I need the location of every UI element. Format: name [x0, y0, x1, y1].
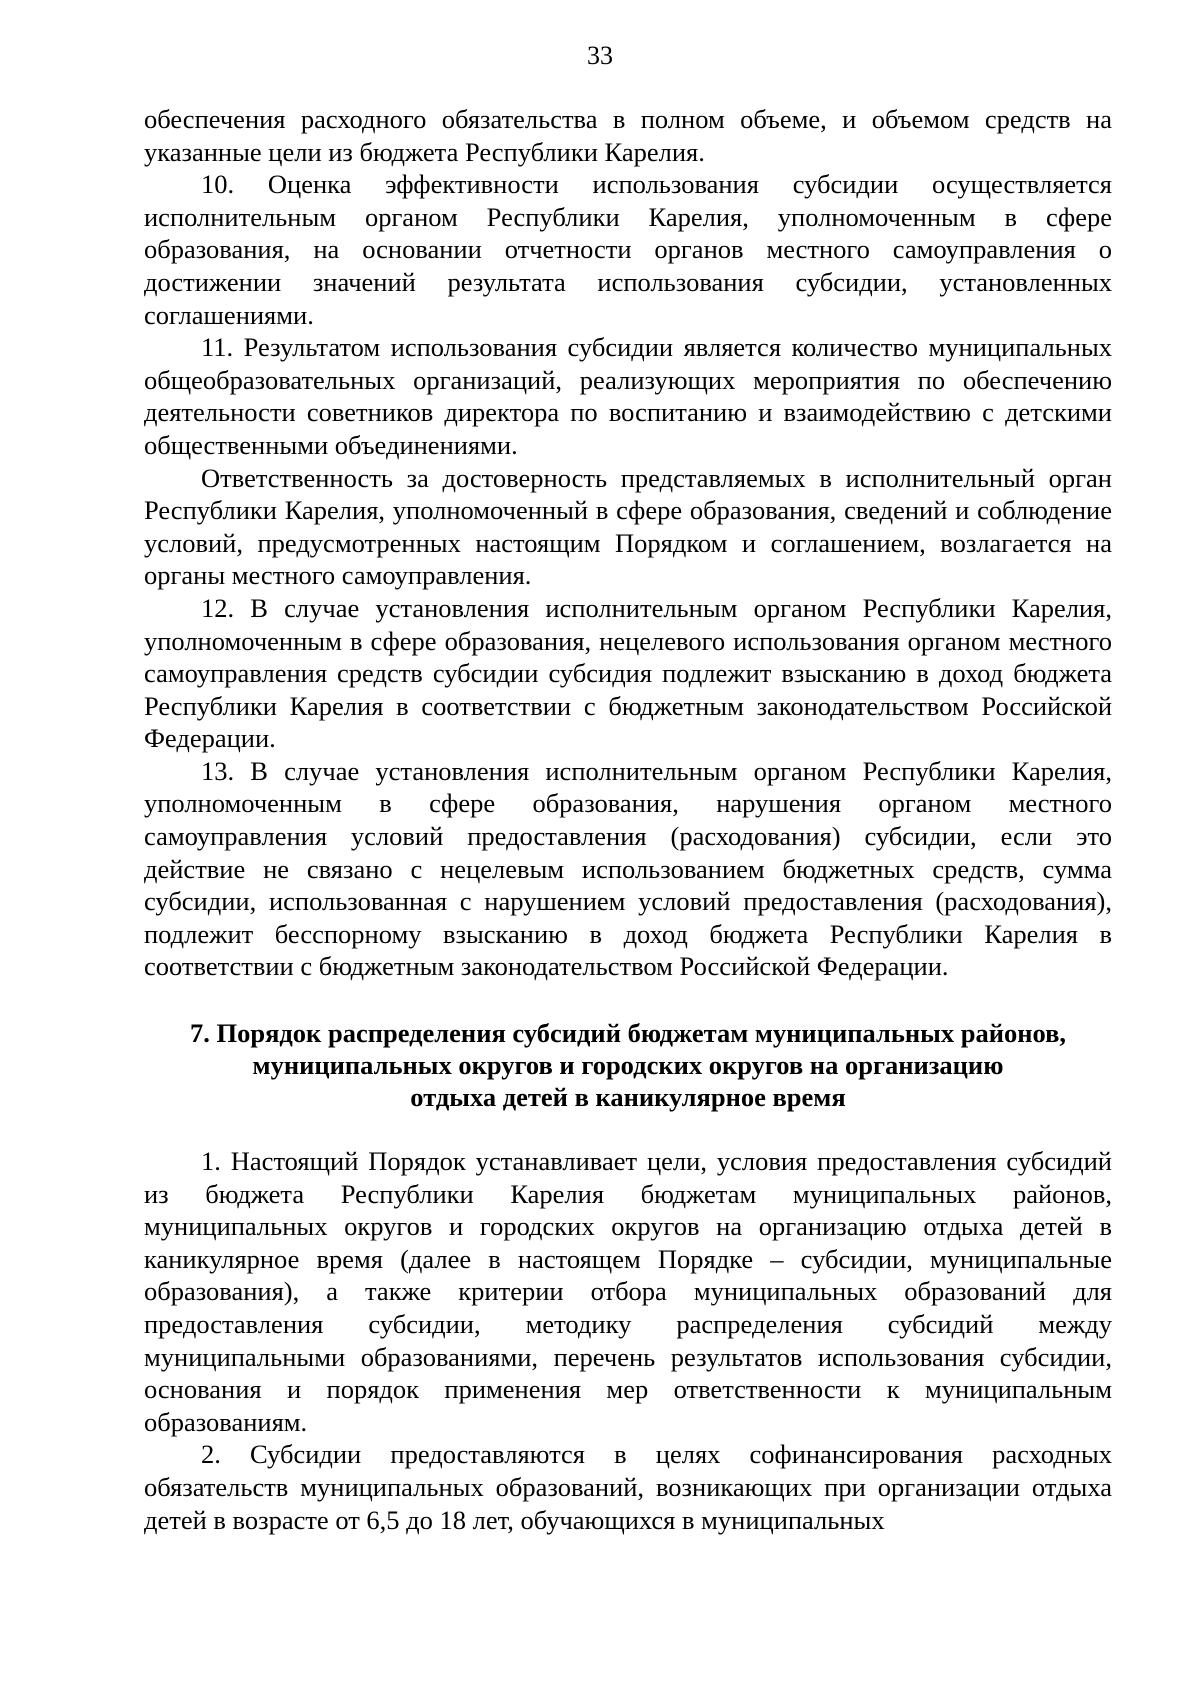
- paragraph-responsibility: Ответственность за достоверность представляемых в исполнительный орган Республики Карелия, уполномоченный в сфере образования, сведений и соблюдение условий, предусмотренных настоящим Порядком и соглашением, возлагается на органы местного самоуправления.: [144, 462, 1112, 591]
- page-number: 33: [587, 41, 613, 70]
- section-heading-line-3: отдыха детей в каникулярное время: [410, 1082, 846, 1113]
- paragraph-section7-item-1: 1. Настоящий Порядок устанавливает цели, условия предоставления субсидий из бюджета Республики Карелия бюджетам муниципальных районов, муниципальных округов и городских округов на организацию отдыха детей в каникулярное время (далее в настоящем Порядке – субсидии, муниципальные образования), а также критерии отбора муниципальных образований для предоставления субсидии, методику распределения субсидий между муниципальными образованиями, перечень результатов использования субсидии, основания и порядок применения мер ответственности к муниципальным образованиям.: [144, 1146, 1112, 1437]
- paragraph-section7-item-2: 2. Субсидии предоставляются в целях софинансирования расходных обязательств муниципальных образований, возникающих при организации отдыха детей в возрасте от 6,5 до 18 лет, обучающихся в муниципальных: [144, 1439, 1112, 1535]
- paragraph-item-12: 12. В случае установления исполнительным органом Республики Карелия, уполномоченным в сфере образования, нецелевого использования органом местного самоуправления средств субсидии субсидия подлежит взысканию в доход бюджета Республики Карелия в соответствии с бюджетным законодательством Российской Федерации.: [144, 592, 1112, 754]
- section-heading: [144, 1017, 1112, 1113]
- document-body: [144, 103, 1112, 1536]
- paragraph-continuation: обеспечения расходного обязательства в полном объеме, и объемом средств на указанные цели из бюджета Республики Карелия.: [144, 104, 1112, 167]
- paragraph-item-11: 11. Результатом использования субсидии является количество муниципальных общеобразовательных организаций, реализующих мероприятия по обеспечению деятельности советников директора по воспитанию и взаимодействию с детскими общественными объединениями.: [144, 332, 1112, 460]
- paragraph-item-10: 10. Оценка эффективности использования субсидии осуществляется исполнительным органом Республики Карелия, уполномоченным в сфере образования, на основании отчетности органов местного самоуправления о достижении значений результата использования субсидии, установленных соглашениями.: [144, 169, 1112, 330]
- section-heading-line-2: муниципальных округов и городских округов на организацию: [252, 1050, 1004, 1081]
- section-heading-line-1: 7. Порядок распределения субсидий бюджетам муниципальных районов,: [189, 1018, 1067, 1049]
- paragraph-item-13: 13. В случае установления исполнительным органом Республики Карелия, уполномоченным в сфере образования, нарушения органом местного самоуправления условий предоставления (расходования) субсидии, если это действие не связано с нецелевым использованием бюджетных средств, сумма субсидии, использованная с нарушением условий предоставления (расходования), подлежит бесспорному взысканию в доход бюджета Республики Карелия в соответствии с бюджетным законодательством Российской Федерации.: [144, 755, 1112, 982]
